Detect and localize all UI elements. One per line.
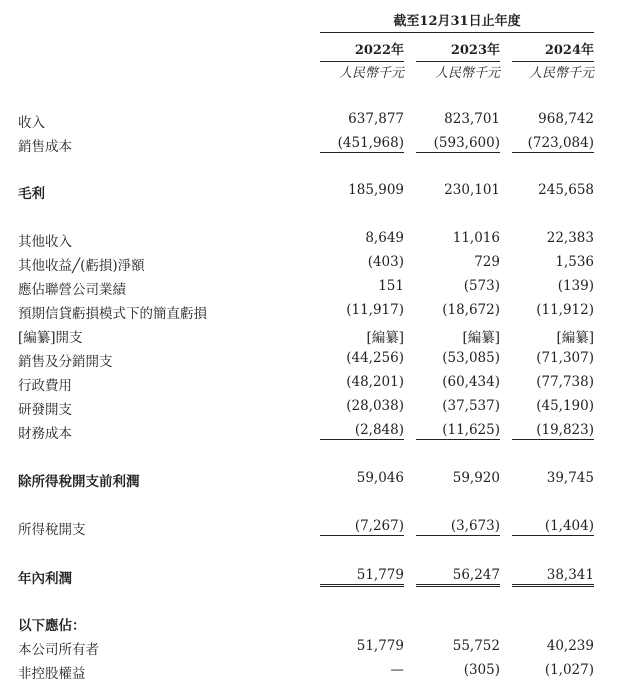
cell-selling-expenses-2024: (71,307) bbox=[536, 350, 594, 366]
year-2023-header: 2023年 bbox=[416, 39, 500, 62]
cell-listing-expenses-2023: [編纂] bbox=[462, 330, 500, 346]
cell-other-income-2024: 22,383 bbox=[546, 230, 594, 246]
cell-revenue-2023: 823,701 bbox=[444, 111, 500, 127]
cell-cost-of-sales-2022: (451,968) bbox=[320, 135, 404, 153]
row-label-other-income: 其他收入 bbox=[18, 234, 72, 250]
cell-share-of-associates-2023: (573) bbox=[463, 278, 500, 294]
cell-rd-expenses-2023: (37,537) bbox=[442, 398, 500, 414]
cell-other-gains-2023: 729 bbox=[474, 254, 500, 270]
cell-cost-of-sales-2023: (593,600) bbox=[416, 135, 500, 153]
cell-non-controlling-2022: — bbox=[390, 662, 404, 678]
cell-admin-expenses-2024: (77,738) bbox=[536, 374, 594, 390]
cell-cost-of-sales-2024: (723,084) bbox=[512, 135, 594, 153]
cell-finance-costs-2024: (19,823) bbox=[512, 422, 594, 440]
cell-profit-for-year-2022: 51,779 bbox=[320, 567, 404, 587]
cell-admin-expenses-2023: (60,434) bbox=[442, 374, 500, 390]
cell-gross-profit-2023: 230,101 bbox=[444, 182, 500, 198]
cell-expected-credit-loss-2022: (11,917) bbox=[346, 302, 404, 318]
row-label-profit-before-tax: 除所得稅開支前利潤 bbox=[18, 474, 140, 490]
cell-owners-2023: 55,752 bbox=[452, 638, 500, 654]
cell-other-gains-2022: (403) bbox=[367, 254, 404, 270]
row-label-profit-for-year: 年內利潤 bbox=[18, 571, 72, 587]
cell-admin-expenses-2022: (48,201) bbox=[346, 374, 404, 390]
row-label-listing-expenses: [編纂]開支 bbox=[18, 330, 83, 346]
cell-gross-profit-2022: 185,909 bbox=[348, 182, 404, 198]
cell-owners-2024: 40,239 bbox=[546, 638, 594, 654]
cell-expected-credit-loss-2024: (11,912) bbox=[536, 302, 594, 318]
cell-share-of-associates-2022: 151 bbox=[378, 278, 404, 294]
cell-revenue-2024: 968,742 bbox=[538, 111, 594, 127]
row-label-expected-credit-loss: 預期信貸虧損模式下的簡直虧損 bbox=[18, 306, 207, 322]
cell-profit-before-tax-2023: 59,920 bbox=[452, 470, 500, 486]
cell-profit-for-year-2023: 56,247 bbox=[416, 567, 500, 587]
row-label-share-of-associates: 應佔聯營公司業績 bbox=[18, 282, 126, 298]
row-label-income-tax: 所得稅開支 bbox=[18, 522, 86, 538]
cell-rd-expenses-2024: (45,190) bbox=[536, 398, 594, 414]
year-2024-header: 2024年 bbox=[512, 39, 594, 62]
cell-listing-expenses-2024: [編纂] bbox=[556, 330, 594, 346]
cell-other-income-2023: 11,016 bbox=[452, 230, 500, 246]
cell-profit-before-tax-2024: 39,745 bbox=[546, 470, 594, 486]
unit-2022: 人民幣千元 bbox=[338, 66, 404, 81]
cell-gross-profit-2024: 245,658 bbox=[538, 182, 594, 198]
cell-non-controlling-2024: (1,027) bbox=[544, 662, 594, 678]
row-label-attributable-to: 以下應佔： bbox=[18, 618, 86, 634]
cell-revenue-2022: 637,877 bbox=[348, 111, 404, 127]
cell-profit-before-tax-2022: 59,046 bbox=[356, 470, 404, 486]
cell-finance-costs-2022: (2,848) bbox=[320, 422, 404, 440]
year-2022-header: 2022年 bbox=[320, 39, 404, 62]
row-label-non-controlling: 非控股權益 bbox=[18, 666, 86, 682]
unit-2024: 人民幣千元 bbox=[528, 66, 594, 81]
cell-income-tax-2023: (3,673) bbox=[416, 518, 500, 536]
cell-expected-credit-loss-2023: (18,672) bbox=[442, 302, 500, 318]
row-label-rd-expenses: 研發開支 bbox=[18, 402, 72, 418]
row-label-admin-expenses: 行政費用 bbox=[18, 378, 72, 394]
row-label-revenue: 收入 bbox=[18, 115, 45, 131]
unit-2023: 人民幣千元 bbox=[434, 66, 500, 81]
cell-other-income-2022: 8,649 bbox=[365, 230, 404, 246]
cell-other-gains-2024: 1,536 bbox=[555, 254, 594, 270]
row-label-owners: 本公司所有者 bbox=[18, 642, 99, 658]
row-label-other-gains: 其他收益╱(虧損)淨額 bbox=[18, 258, 145, 274]
cell-profit-for-year-2024: 38,341 bbox=[512, 567, 594, 587]
cell-income-tax-2022: (7,267) bbox=[320, 518, 404, 536]
row-label-gross-profit: 毛利 bbox=[18, 186, 45, 202]
cell-non-controlling-2023: (305) bbox=[463, 662, 500, 678]
cell-selling-expenses-2023: (53,085) bbox=[442, 350, 500, 366]
cell-listing-expenses-2022: [編纂] bbox=[366, 330, 404, 346]
period-header: 截至12月31日止年度 bbox=[320, 10, 594, 33]
row-label-selling-expenses: 銷售及分銷開支 bbox=[18, 354, 113, 370]
row-label-finance-costs: 財務成本 bbox=[18, 426, 72, 442]
cell-selling-expenses-2022: (44,256) bbox=[346, 350, 404, 366]
cell-income-tax-2024: (1,404) bbox=[512, 518, 594, 536]
cell-share-of-associates-2024: (139) bbox=[557, 278, 594, 294]
row-label-cost-of-sales: 銷售成本 bbox=[18, 139, 72, 155]
cell-finance-costs-2023: (11,625) bbox=[416, 422, 500, 440]
cell-rd-expenses-2022: (28,038) bbox=[346, 398, 404, 414]
cell-owners-2022: 51,779 bbox=[356, 638, 404, 654]
